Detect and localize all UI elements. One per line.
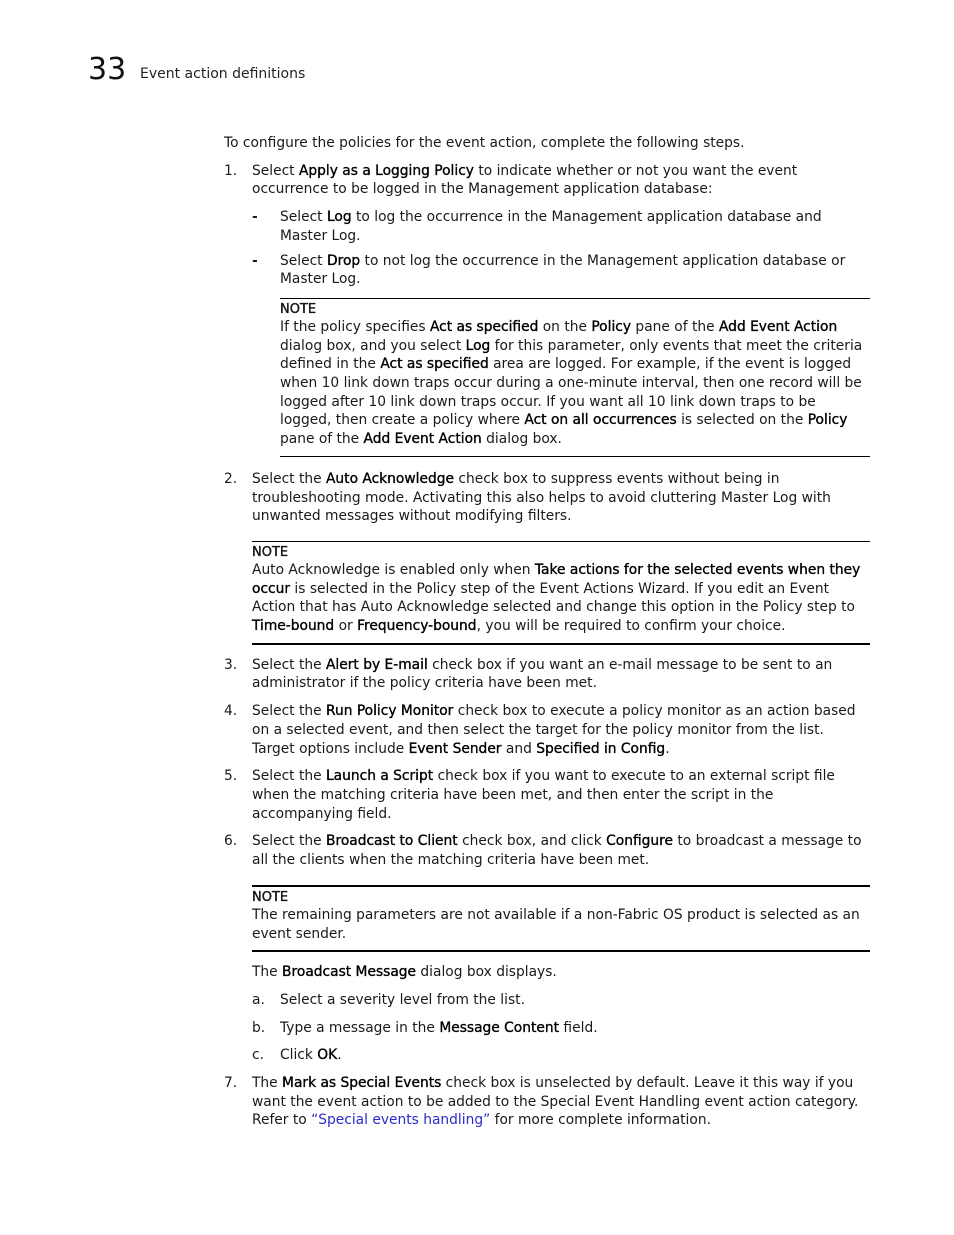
step-text: Select the Launch a Script check box if you want to execute to an external script file when the matching criteria have been met, and then enter the script in the accompanying field. bbox=[252, 768, 835, 822]
step-6 bbox=[224, 832, 870, 1065]
intro-text: To configure the policies for the event action, complete the following steps. bbox=[224, 135, 745, 151]
step-number: 1. bbox=[224, 162, 238, 179]
note-label: NOTE bbox=[252, 889, 289, 905]
sub-item-log: - Select Log to log the occurrence in the Management application database and Master Log. bbox=[252, 209, 822, 244]
broadcast-dialog-text: The Broadcast Message dialog box displays. bbox=[252, 964, 557, 981]
special-events-handling-link[interactable]: “Special events handling” bbox=[311, 1112, 491, 1129]
step-text: Select the Alert by E-mail check box if you want an e-mail message to be sent to an administrator if the policy criteria have been met. bbox=[252, 656, 833, 692]
note-box bbox=[280, 298, 870, 457]
step-number: 7. bbox=[224, 1075, 238, 1092]
note-text: If the policy specifies Act as specified on the Policy pane of the Add Event Action dialog box, and you select Log for this parameter, only events that meet the criteria defined in the Act as specified area are logged. For example, if the event is logged when 10 link down traps occur during a one-minute interval, then one record will be logged after 10 link down traps occur. If you want all 10 link down traps to be logged, then create a policy where Act on all occurrences is selected on the Policy pane of the Add Event Action dialog box. bbox=[280, 318, 863, 448]
note-label: NOTE bbox=[280, 301, 317, 317]
step-number: 4. bbox=[224, 703, 238, 720]
step-1 bbox=[224, 162, 870, 457]
step-number: 3. bbox=[224, 656, 238, 673]
substep-letter: a. bbox=[252, 991, 265, 1008]
page-body bbox=[224, 134, 870, 1139]
note-label: NOTE bbox=[252, 544, 289, 560]
dash-bullet: - bbox=[252, 252, 258, 269]
step-text: Select the Run Policy Monitor check box to execute a policy monitor as an action based on a selected event, and then select the target for the policy monitor from the list. Target options include Event Sender and Specified in Config. bbox=[252, 703, 856, 757]
step-5 bbox=[224, 767, 870, 823]
step-text: Select the Auto Acknowledge check box to suppress events without being in troubleshooting mode. Activating this also helps to avoid cluttering Master Log with unwanted messages without modifying filters. bbox=[252, 470, 831, 525]
step-7 bbox=[224, 1074, 870, 1130]
step-number: 6. bbox=[224, 833, 238, 850]
substep-b: b. Type a message in the Message Content field. bbox=[252, 1019, 598, 1036]
substep-letter: b. bbox=[252, 1019, 266, 1036]
step-3 bbox=[224, 656, 870, 693]
step-number: 2. bbox=[224, 470, 238, 487]
note-text: Auto Acknowledge is enabled only when Take actions for the selected events when they occur is selected in the Policy step of the Event Actions Wizard. If you edit an Event Action that has Auto Acknowledge selected and change this option in the Policy step to Time-bound or Frequency-bound, you will be required to confirm your choice. bbox=[252, 561, 861, 635]
note-text: The remaining parameters are not available if a non-Fabric OS product is selected as an event sender. bbox=[252, 906, 860, 942]
step-text: Select Apply as a Logging Policy to indicate whether or not you want the event occurrence to be logged in the Management application database: bbox=[252, 162, 798, 198]
substep-letter: c. bbox=[252, 1047, 264, 1064]
note-box bbox=[252, 541, 870, 645]
substep-c: c. Click OK. bbox=[252, 1047, 342, 1064]
step-number: 5. bbox=[224, 768, 238, 785]
chapter-title: Event action definitions bbox=[140, 66, 306, 82]
chapter-number: 33 bbox=[88, 52, 127, 87]
step-text: Select the Broadcast to Client check box, and click Configure to broadcast a message to all the clients when the matching criteria have been met. bbox=[252, 833, 862, 869]
step-2 bbox=[224, 470, 870, 645]
note-box bbox=[252, 885, 870, 952]
step-4 bbox=[224, 702, 870, 758]
substep-a: a. Select a severity level from the list. bbox=[252, 991, 525, 1008]
dash-bullet: - bbox=[252, 209, 258, 226]
sub-item-drop: - Select Drop to not log the occurrence in the Management application database or Master Log. bbox=[252, 252, 846, 288]
step-text: The Mark as Special Events check box is unselected by default. Leave it this way if you want the event action to be added to the Special Event Handling event action category. Refer to “Special events handling” for more complete information. bbox=[252, 1075, 859, 1129]
